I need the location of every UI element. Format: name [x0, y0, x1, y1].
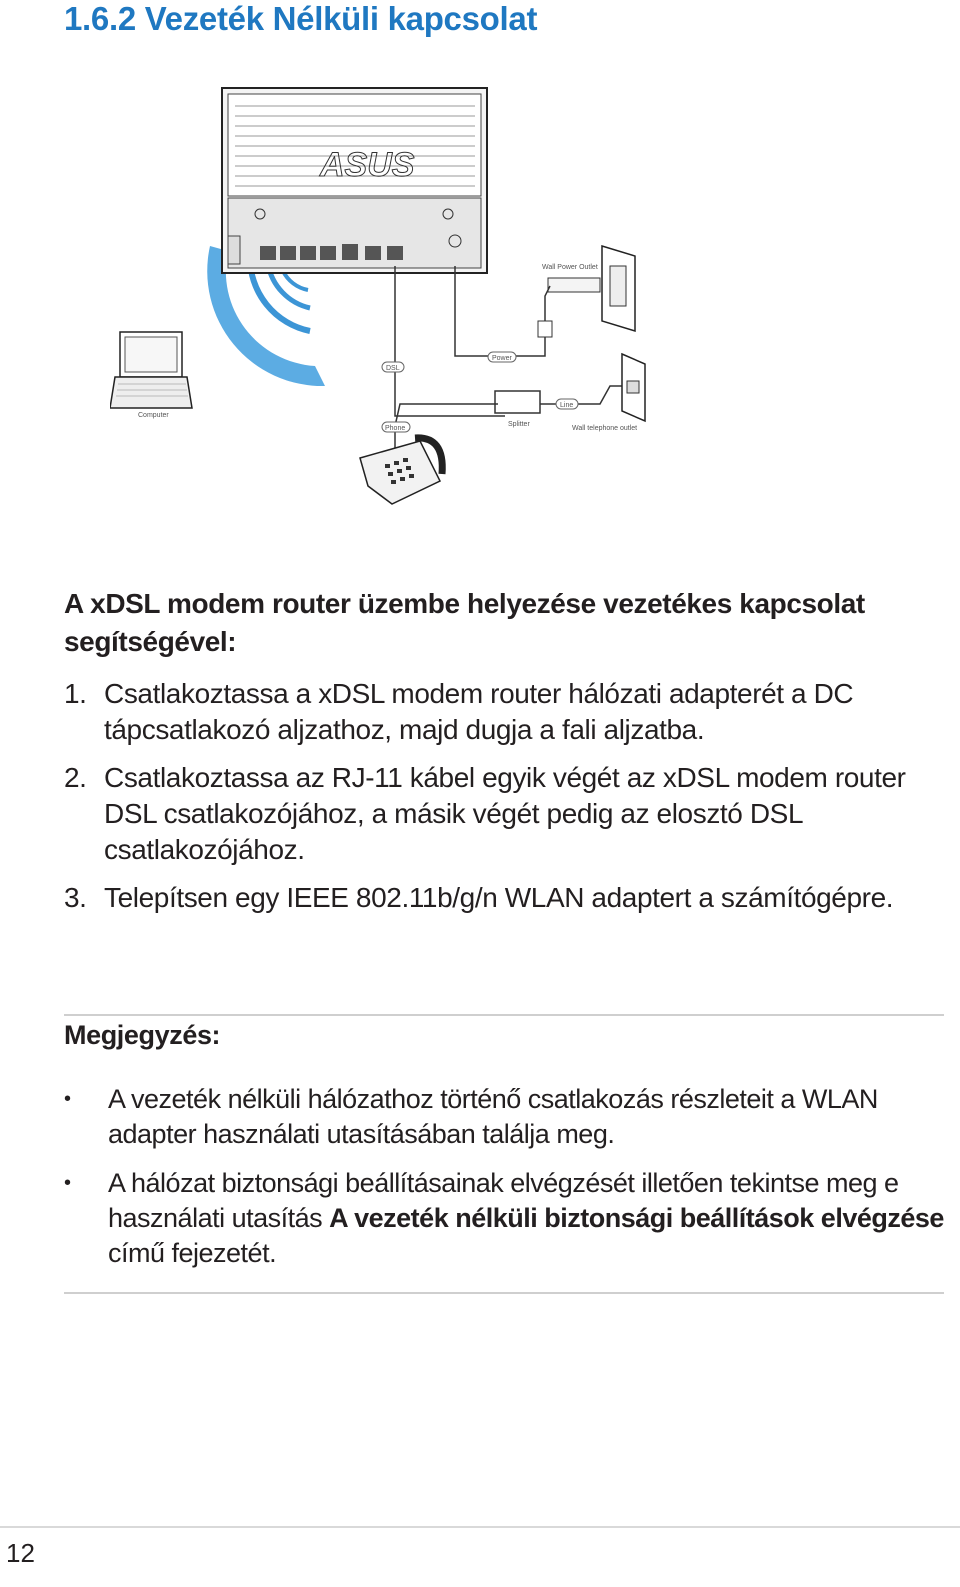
computer-label: Computer — [138, 412, 169, 419]
wall-power-outlet-illustration — [542, 246, 635, 331]
wall-telephone-outlet-illustration — [572, 354, 645, 432]
step-number: 3. — [64, 882, 87, 913]
chapter-reference: A vezeték nélküli biztonsági beállítások elvégzése — [329, 1203, 944, 1233]
laptop-illustration — [110, 332, 192, 419]
list-item — [64, 760, 944, 868]
note-list — [64, 1082, 944, 1285]
wall-telephone-outlet-label: Wall telephone outlet — [572, 425, 638, 432]
setup-steps-list — [64, 676, 944, 928]
section-heading: 1.6.2 Vezeték Nélküli kapcsolat — [64, 0, 538, 37]
note-title: Megjegyzés: — [64, 1020, 221, 1050]
list-item — [64, 676, 944, 748]
step-text: Csatlakoztassa az RJ-11 kábel egyik végét az xDSL modem router DSL csatlakozójához, a másik végét pedig az elosztó DSL csatlakozójához. — [104, 762, 906, 865]
list-item — [64, 880, 944, 916]
list-item — [64, 1166, 944, 1271]
page-number: 12 — [6, 1538, 35, 1568]
step-text: Csatlakoztassa a xDSL modem router hálózati adapterét a DC tápcsatlakozó aljzathoz, majd dugja a fali aljzatba. — [104, 678, 854, 745]
note-text: A hálózat biztonsági beállításainak elvégzését illetően tekintse meg e használati utasítás — [108, 1168, 899, 1233]
note-bottom-divider — [64, 1292, 944, 1294]
power-label: Power — [492, 355, 512, 362]
note-text-end: című fejezetét. — [108, 1238, 277, 1268]
wall-power-outlet-label: Wall Power Outlet — [542, 264, 598, 271]
router-illustration — [222, 88, 487, 273]
setup-subheading: A xDSL modem router üzembe helyezése vezetékes kapcsolat segítségével: — [64, 588, 865, 657]
note-top-divider — [64, 1014, 944, 1016]
list-item — [64, 1082, 944, 1152]
wireless-connection-diagram — [110, 86, 660, 516]
dsl-label: DSL — [386, 365, 400, 372]
bullet-icon: • — [64, 1088, 71, 1110]
line-label: Line — [560, 402, 574, 409]
telephone-illustration — [360, 438, 442, 504]
note-text: A vezeték nélküli hálózathoz történő csatlakozás részleteit a WLAN adapter használati utasításában találja meg. — [108, 1084, 878, 1149]
step-text: Telepítsen egy IEEE 802.11b/g/n WLAN adaptert a számítógépre. — [104, 882, 894, 913]
splitter-label: Splitter — [508, 421, 530, 428]
step-number: 2. — [64, 762, 87, 793]
footer-divider — [0, 1526, 960, 1528]
bullet-icon: • — [64, 1172, 71, 1194]
splitter-illustration — [495, 391, 540, 428]
svg-text:ASUS: ASUS — [320, 146, 415, 184]
phone-label: Phone — [385, 425, 406, 432]
step-number: 1. — [64, 678, 87, 709]
